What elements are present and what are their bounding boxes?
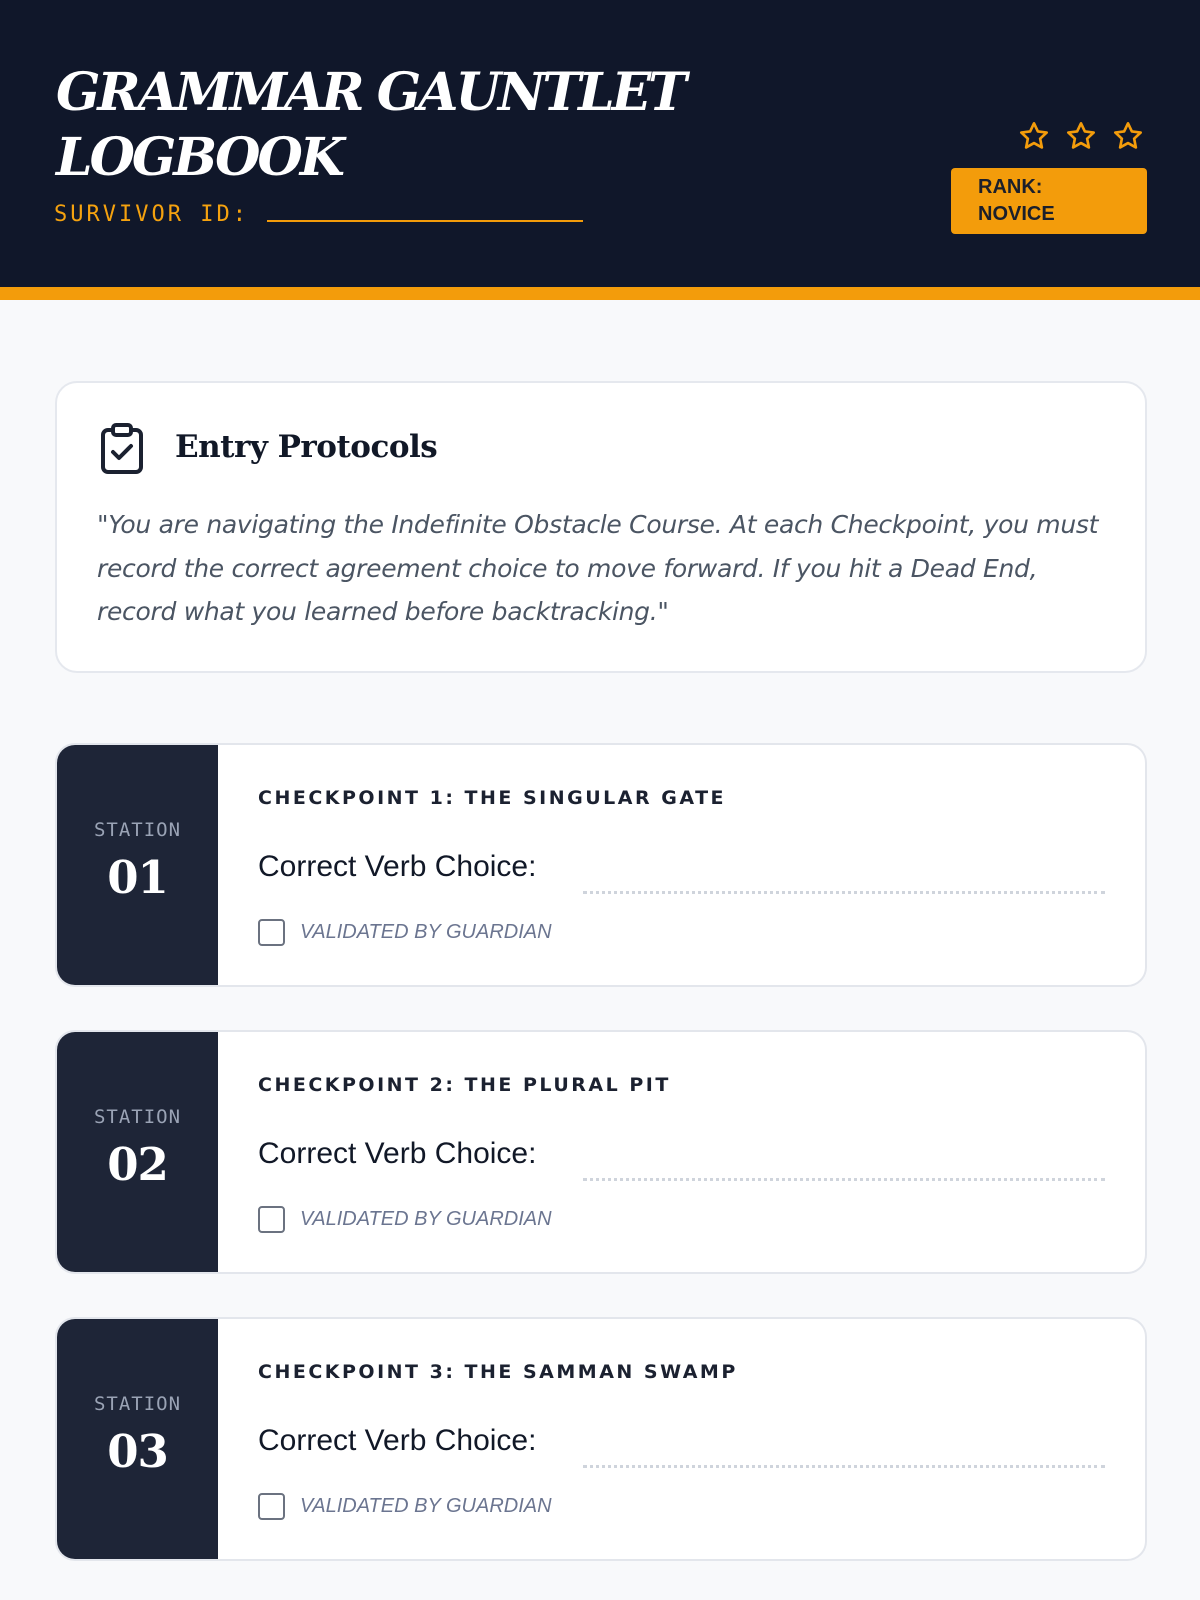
survivor-id-label: SURVIVOR ID: xyxy=(54,202,249,227)
rank-value: NOVICE xyxy=(978,203,1055,225)
clipboard-check-icon xyxy=(100,423,144,475)
verb-choice-input[interactable] xyxy=(583,1465,1105,1468)
station-badge xyxy=(57,1032,218,1272)
verb-choice-label: Correct Verb Choice: xyxy=(258,1424,537,1457)
checkpoint-title: CHECKPOINT 2: THE PLURAL PIT xyxy=(258,1074,671,1096)
station-label: STATION xyxy=(93,1106,182,1128)
verb-choice-label: Correct Verb Choice: xyxy=(258,850,537,883)
station-number: 03 xyxy=(107,1425,168,1478)
checkpoint-title: CHECKPOINT 1: THE SINGULAR GATE xyxy=(258,787,727,809)
rank-label: RANK: xyxy=(978,176,1043,198)
validated-label: VALIDATED BY GUARDIAN xyxy=(300,1208,552,1230)
station-badge xyxy=(57,745,218,985)
survivor-id-field xyxy=(54,202,583,227)
station-card xyxy=(55,1317,1147,1561)
star-icon xyxy=(1112,120,1144,152)
page-title: GRAMMAR GAUNTLET LOGBOOK xyxy=(56,62,684,188)
verb-choice-input[interactable] xyxy=(583,1178,1105,1181)
star-icon xyxy=(1065,120,1097,152)
station-badge xyxy=(57,1319,218,1559)
validated-checkbox[interactable] xyxy=(258,1493,285,1520)
protocols-text: "You are navigating the Indefinite Obstacle Course. At each Checkpoint, you must record the correct agreement choice to move forward. If you hit a Dead End, record what you learned before backtracking." xyxy=(97,510,1099,626)
logbook-header xyxy=(0,0,1200,300)
entry-protocols-card xyxy=(55,381,1147,673)
star-rating xyxy=(1018,120,1144,152)
station-label: STATION xyxy=(93,1393,182,1415)
station-number: 01 xyxy=(107,851,168,904)
verb-choice-input[interactable] xyxy=(583,891,1105,894)
survivor-id-input-line[interactable] xyxy=(267,220,583,222)
station-label: STATION xyxy=(93,819,182,841)
validated-label: VALIDATED BY GUARDIAN xyxy=(300,1495,552,1517)
validated-checkbox[interactable] xyxy=(258,919,285,946)
validated-label: VALIDATED BY GUARDIAN xyxy=(300,921,552,943)
checkpoint-title: CHECKPOINT 3: THE SAMMAN SWAMP xyxy=(258,1361,738,1383)
station-card xyxy=(55,1030,1147,1274)
station-number: 02 xyxy=(107,1138,168,1191)
verb-choice-label: Correct Verb Choice: xyxy=(258,1137,537,1170)
protocols-title: Entry Protocols xyxy=(175,429,438,465)
star-icon xyxy=(1018,120,1050,152)
validated-checkbox[interactable] xyxy=(258,1206,285,1233)
rank-badge xyxy=(951,168,1147,234)
station-card xyxy=(55,743,1147,987)
